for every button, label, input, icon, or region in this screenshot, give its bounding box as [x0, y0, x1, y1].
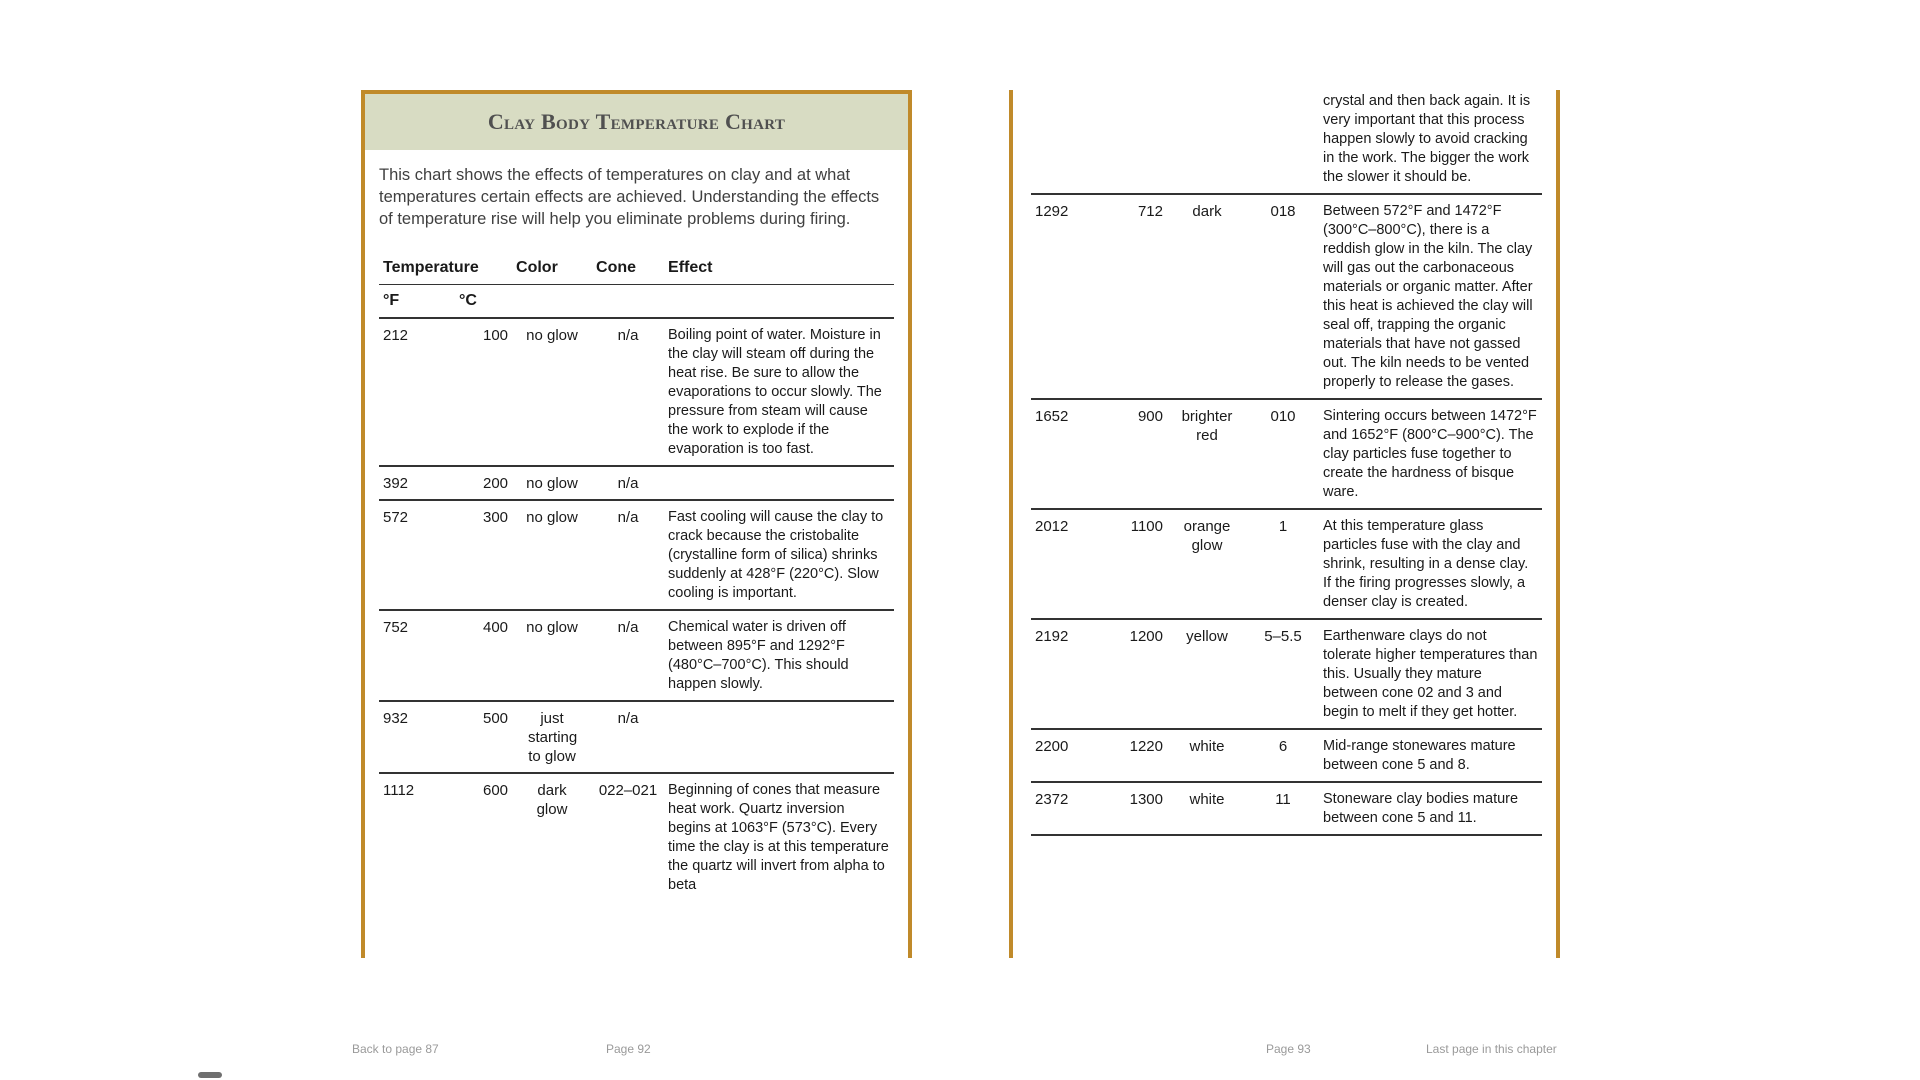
celsius-cell: 712 — [1105, 194, 1167, 399]
cone-cell: 018 — [1247, 194, 1319, 399]
cone-cell: n/a — [592, 701, 664, 773]
fahrenheit-cell: 2012 — [1031, 509, 1105, 619]
page-number-left: Page 92 — [606, 1042, 651, 1056]
color-cell: white — [1167, 729, 1247, 782]
celsius-cell: 400 — [455, 610, 512, 701]
effect-cell — [664, 701, 894, 773]
table-row — [379, 318, 894, 466]
table-row — [1031, 782, 1542, 835]
temperature-table-left — [379, 252, 894, 901]
cone-cell: 6 — [1247, 729, 1319, 782]
effect-cell: Beginning of cones that measure heat work. Quartz inversion begins at 1063°F (573°C). Every time the clay is at this temperature the quartz will invert from alpha to beta — [668, 782, 889, 893]
table-row — [1031, 619, 1542, 729]
effect-cell: Earthenware clays do not tolerate higher temperatures than this. Usually they mature between cone 02 and 3 and begin to melt if they get hotter. — [1319, 619, 1542, 729]
celsius-cell: 1200 — [1105, 619, 1167, 729]
table-row — [379, 500, 894, 610]
effect-cell: Chemical water is driven off between 895°F and 1292°F (480°C–700°C). This should happen slowly. — [664, 610, 894, 701]
effect-cell: Between 572°F and 1472°F (300°C–800°C), there is a reddish glow in the kiln. The clay will gas out the carbonaceous materials or organic matter. After this heat is achieved the clay will seal off, trapping the organic materials that have not gassed out. The kiln needs to be vented properly to release the gases. — [1319, 194, 1542, 399]
cone-cell: n/a — [592, 610, 664, 701]
fahrenheit-cell: 2200 — [1031, 729, 1105, 782]
cone-cell: 11 — [1247, 782, 1319, 835]
celsius-cell: 600 — [482, 782, 509, 799]
effect-cell: Sintering occurs between 1472°F and 1652°F (800°C–900°C). The clay particles fuse together to create the hardness of bisque ware. — [1319, 399, 1542, 509]
celsius-cell: 1220 — [1105, 729, 1167, 782]
effect-cell: Stoneware clay bodies mature between cone 5 and 11. — [1319, 782, 1542, 835]
color-cell: dark — [1167, 194, 1247, 399]
fahrenheit-cell: 1112 — [383, 782, 415, 799]
fahrenheit-cell: 932 — [379, 701, 455, 773]
effect-cell: Mid-range stonewares mature between cone 5 and 8. — [1319, 729, 1542, 782]
color-cell: dark glow — [536, 782, 568, 818]
cone-cell: 010 — [1247, 399, 1319, 509]
fahrenheit-header: °F — [379, 285, 455, 319]
color-cell: no glow — [512, 466, 592, 500]
color-cell: just starting to glow — [512, 701, 592, 773]
units-spacer — [512, 285, 592, 319]
table-row — [379, 466, 894, 500]
color-cell: orange glow — [1167, 509, 1247, 619]
chart-intro: This chart shows the effects of temperatures on clay and at what temperatures certain effects are achieved. Understanding the effects of temperature rise will help you eliminate problems during firing. — [379, 166, 880, 228]
fahrenheit-cell: 212 — [379, 318, 455, 466]
temperature-table-right — [1031, 90, 1542, 836]
color-cell: brighter red — [1167, 399, 1247, 509]
celsius-cell: 100 — [455, 318, 512, 466]
celsius-header: °C — [455, 285, 512, 319]
fahrenheit-cell: 752 — [379, 610, 455, 701]
effect-cell: Boiling point of water. Moisture in the clay will steam off during the heat rise. Be sure to allow the evaporations to occur slowly. The pressure from steam will cause the work to explode if the evaporation is too fast. — [664, 318, 894, 466]
table-row — [379, 610, 894, 701]
effect-cell-continued: crystal and then back again. It is very important that this process happen slowly to avoid cracking in the work. The bigger the work the slower it should be. — [1319, 90, 1542, 194]
units-header-row — [379, 285, 894, 319]
effect-header: Effect — [664, 252, 894, 285]
table-row — [1031, 90, 1542, 194]
temperature-header: Temperature — [379, 252, 512, 285]
fahrenheit-cell: 1292 — [1031, 194, 1105, 399]
color-header: Color — [512, 252, 592, 285]
units-spacer — [592, 285, 664, 319]
fahrenheit-cell: 2192 — [1031, 619, 1105, 729]
color-cell: no glow — [512, 318, 592, 466]
celsius-cell: 200 — [455, 466, 512, 500]
fahrenheit-cell: 1652 — [1031, 399, 1105, 509]
cone-cell: 5–5.5 — [1247, 619, 1319, 729]
chart-title-bar — [365, 94, 908, 150]
celsius-cell: 900 — [1105, 399, 1167, 509]
left-book-page — [361, 90, 912, 958]
color-cell: no glow — [512, 500, 592, 610]
scroll-handle[interactable] — [198, 1072, 222, 1078]
effect-cell — [664, 466, 894, 500]
cone-header: Cone — [592, 252, 664, 285]
celsius-cell: 1300 — [1105, 782, 1167, 835]
fahrenheit-cell: 392 — [379, 466, 455, 500]
right-book-page — [1009, 90, 1560, 958]
table-row — [1031, 729, 1542, 782]
units-spacer — [664, 285, 894, 319]
cone-cell: 1 — [1247, 509, 1319, 619]
fahrenheit-cell: 572 — [379, 500, 455, 610]
table-row — [1031, 194, 1542, 399]
cone-cell: n/a — [592, 500, 664, 610]
last-page-link[interactable]: Last page in this chapter — [1426, 1042, 1557, 1056]
celsius-cell: 1100 — [1105, 509, 1167, 619]
continuation-spacer — [1031, 90, 1319, 194]
table-row — [1031, 399, 1542, 509]
table-row — [379, 701, 894, 773]
color-cell: no glow — [512, 610, 592, 701]
celsius-cell: 300 — [455, 500, 512, 610]
chart-title: Clay Body Temperature Chart — [487, 109, 786, 134]
table-header-row — [379, 252, 894, 285]
cone-cell: 022–021 — [598, 782, 658, 799]
fahrenheit-cell: 2372 — [1031, 782, 1105, 835]
color-cell: white — [1167, 782, 1247, 835]
table-row — [379, 773, 894, 901]
celsius-cell: 500 — [455, 701, 512, 773]
cone-cell: n/a — [592, 318, 664, 466]
back-to-page-link[interactable]: Back to page 87 — [352, 1042, 439, 1056]
effect-cell: At this temperature glass particles fuse with the clay and shrink, resulting in a dense clay. If the firing progresses slowly, a denser clay is created. — [1319, 509, 1542, 619]
page-number-right: Page 93 — [1266, 1042, 1311, 1056]
table-row — [1031, 509, 1542, 619]
effect-cell: Fast cooling will cause the clay to crack because the cristobalite (crystalline form of silica) shrinks suddenly at 428°F (220°C). Slow cooling is important. — [664, 500, 894, 610]
cone-cell: n/a — [592, 466, 664, 500]
color-cell: yellow — [1167, 619, 1247, 729]
